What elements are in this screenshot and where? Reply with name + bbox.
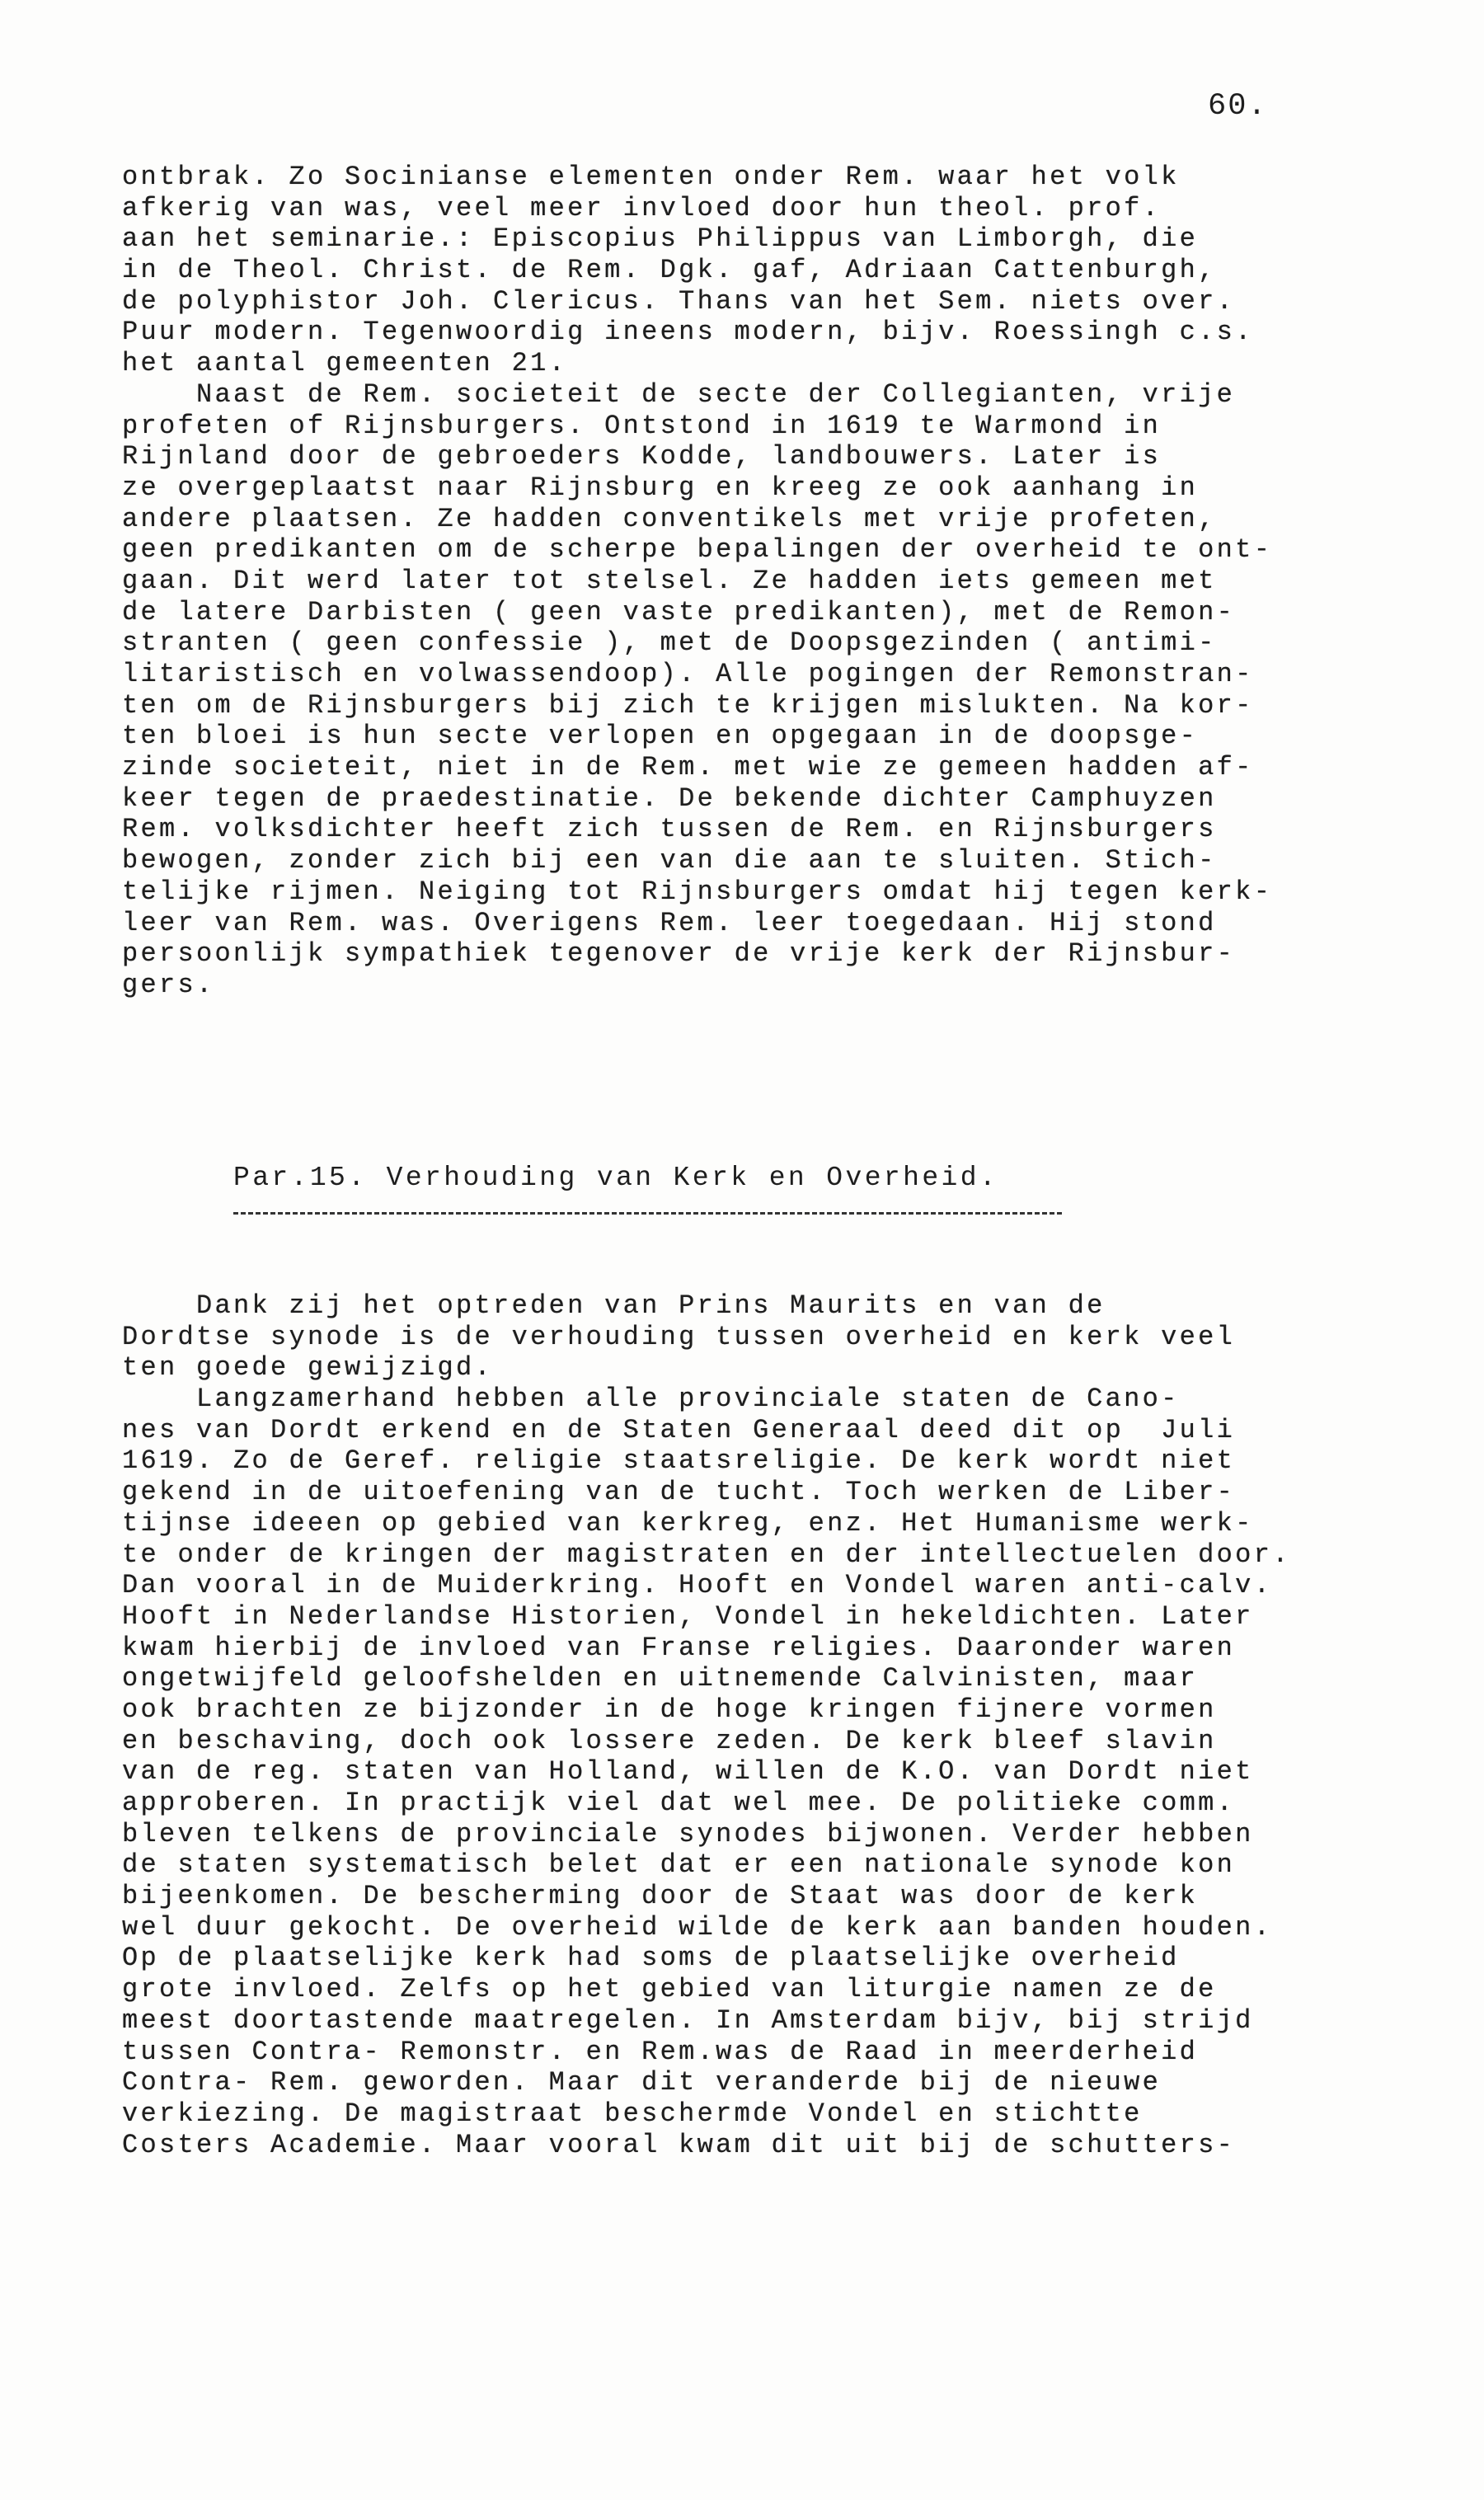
page-number: 60. xyxy=(1208,89,1268,124)
text-line xyxy=(122,1063,1408,1094)
text-line: afkerig van was, veel meer invloed door hun theol. prof. xyxy=(122,192,1162,223)
text-line: keer tegen de praedestinatie. De bekende dichter Camphuyzen xyxy=(122,782,1217,814)
text-line: meest doortastende maatregelen. In Amsterdam bijv, bij strijd xyxy=(122,2004,1254,2036)
text-line: aan het seminarie.: Episcopius Philippus van Limborgh, die xyxy=(122,223,1199,255)
text-line xyxy=(122,2160,1408,2192)
text-line: Rem. volksdichter heeft zich tussen de Rem. en Rijnsburgers xyxy=(122,814,1217,845)
text-line: ze overgeplaatst naar Rijnsburg en kreeg ze ook aanhang in xyxy=(122,472,1199,503)
text-line: kwam hierbij de invloed van Franse religies. Daaronder waren xyxy=(122,1632,1236,1663)
text-line: tussen Contra- Remonstr. en Rem.was de Raad in meerderheid xyxy=(122,2036,1199,2067)
text-line: gekend in de uitoefening van de tucht. Toch werken de Liber- xyxy=(122,1477,1236,1508)
text-line xyxy=(122,2347,1408,2378)
text-line: en beschaving, doch ook lossere zeden. De kerk bleef slavin xyxy=(122,1725,1217,1756)
text-line: de latere Darbisten ( geen vaste predikanten), met de Remon- xyxy=(122,596,1236,627)
text-line: nes van Dordt erkend en de Staten Generaal deed dit op Juli xyxy=(122,1414,1236,1445)
text-line: approberen. In practijk viel dat wel mee. De politieke comm. xyxy=(122,1788,1236,1818)
text-line: tijnse ideeen op gebied van kerkreg, enz. Het Humanisme werk- xyxy=(122,1507,1254,1539)
text-block-collegianten xyxy=(122,162,1408,1156)
text-line: van de reg. staten van Holland, willen de K.O. van Dordt niet xyxy=(122,1756,1254,1788)
text-line: Rijnland door de gebroeders Kodde, landbouwers. Later is xyxy=(122,441,1162,472)
text-line: in de Theol. Christ. de Rem. Dgk. gaf, Adriaan Cattenburgh, xyxy=(122,255,1217,286)
text-line: ten bloei is hun secte verlopen en opgegaan in de doopsge- xyxy=(122,721,1199,752)
text-line: Costers Academie. Maar vooral kwam dit uit bij de schutters- xyxy=(122,2129,1236,2160)
text-line: Langzamerhand hebben alle provinciale staten de Cano- xyxy=(122,1384,1180,1415)
text-line: Hooft in Nederlandse Historien, Vondel in hekeldichten. Later xyxy=(122,1600,1254,1632)
text-line: ten goede gewijzigd. xyxy=(122,1352,494,1384)
text-line xyxy=(122,2378,1408,2409)
text-line: Dank zij het optreden van Prins Maurits en van de xyxy=(122,1290,1106,1321)
text-line: wel duur gekocht. De overheid wilde de kerk aan banden houden. xyxy=(122,1911,1273,1943)
text-line: Dordtse synode is de verhouding tussen overheid en kerk veel xyxy=(122,1321,1236,1352)
text-line: ontbrak. Zo Socinianse elementen onder Rem. waar het volk xyxy=(122,162,1180,192)
text-line: Puur modern. Tegenwoordig ineens modern, bijv. Roessingh c.s. xyxy=(122,317,1254,348)
text-line xyxy=(122,2253,1408,2285)
text-line xyxy=(122,2192,1408,2223)
text-block-kerk-en-overheid xyxy=(122,1290,1408,2409)
section-heading: Par.15. Verhouding van Kerk en Overheid. xyxy=(233,1163,999,1193)
heading-underline xyxy=(233,1212,1062,1215)
text-line: stranten ( geen confessie ), met de Doopsgezinden ( antimi- xyxy=(122,627,1217,659)
text-line: de polyphistor Joh. Clericus. Thans van het Sem. niets over. xyxy=(122,285,1236,317)
text-line: litaristisch en volwassendoop). Alle pogingen der Remonstran- xyxy=(122,659,1254,689)
text-line: bewogen, zonder zich bij een van die aan te sluiten. Stich- xyxy=(122,845,1217,876)
text-line xyxy=(122,2316,1408,2347)
text-line: ongetwijfeld geloofshelden en uitnemende Calvinisten, maar xyxy=(122,1663,1199,1694)
text-line xyxy=(122,1031,1408,1063)
text-line: ten om de Rijnsburgers bij zich te krijgen mislukten. Na kor- xyxy=(122,689,1254,721)
text-line: bleven telkens de provinciale synodes bijwonen. Verder hebben xyxy=(122,1818,1254,1849)
text-line xyxy=(122,1001,1408,1032)
text-line: het aantal gemeenten 21. xyxy=(122,348,568,379)
text-line xyxy=(122,2285,1408,2316)
text-line: Contra- Rem. geworden. Maar dit veranderde bij de nieuwe xyxy=(122,2067,1162,2098)
text-line xyxy=(122,1125,1408,1156)
text-line: Naast de Rem. societeit de secte der Collegianten, vrije xyxy=(122,378,1236,410)
text-line: verkiezing. De magistraat beschermde Vondel en stichtte xyxy=(122,2098,1143,2129)
text-line: Op de plaatselijke kerk had soms de plaatselijke overheid xyxy=(122,1943,1180,1974)
text-line: 1619. Zo de Geref. religie staatsreligie. De kerk wordt niet xyxy=(122,1445,1236,1477)
text-line: geen predikanten om de scherpe bepalingen der overheid te ont- xyxy=(122,534,1273,566)
text-line: gers. xyxy=(122,969,215,1000)
text-line: ook brachten ze bijzonder in de hoge kringen fijnere vormen xyxy=(122,1694,1217,1725)
text-line: andere plaatsen. Ze hadden conventikels met vrije profeten, xyxy=(122,503,1217,534)
text-line: te onder de kringen der magistraten en der intellectuelen door. xyxy=(122,1539,1291,1570)
text-line: telijke rijmen. Neiging tot Rijnsburgers omdat hij tegen kerk- xyxy=(122,876,1273,907)
text-line: zinde societeit, niet in de Rem. met wie ze gemeen hadden af- xyxy=(122,752,1254,783)
text-line xyxy=(122,2223,1408,2254)
text-line: persoonlijk sympathiek tegenover de vrije kerk der Rijnsbur- xyxy=(122,938,1236,970)
text-line: bijeenkomen. De bescherming door de Staat was door de kerk xyxy=(122,1881,1199,1912)
text-line: Dan vooral in de Muiderkring. Hooft en Vondel waren anti-calv. xyxy=(122,1570,1273,1601)
text-line: gaan. Dit werd later tot stelsel. Ze hadden iets gemeen met xyxy=(122,565,1217,596)
text-line xyxy=(122,1094,1408,1125)
text-line: de staten systematisch belet dat er een nationale synode kon xyxy=(122,1849,1236,1881)
text-line: grote invloed. Zelfs op het gebied van liturgie namen ze de xyxy=(122,1974,1217,2005)
text-line: leer van Rem. was. Overigens Rem. leer toegedaan. Hij stond xyxy=(122,907,1217,938)
text-line: profeten of Rijnsburgers. Ontstond in 1619 te Warmond in xyxy=(122,410,1162,441)
